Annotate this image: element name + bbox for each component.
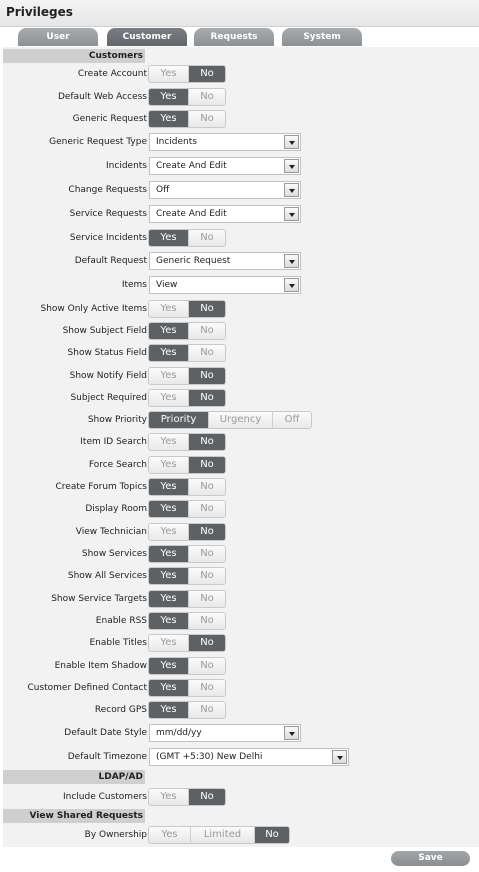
option-no[interactable]: No [189, 568, 225, 584]
row-force-search [3, 454, 479, 476]
option-yes[interactable]: Yes [149, 345, 189, 361]
item-id-search-toggle [148, 433, 226, 451]
option-yes[interactable]: Yes [149, 323, 189, 339]
option-no[interactable]: No [189, 501, 225, 517]
row-default-date-style [3, 722, 479, 744]
tab-system[interactable]: System [282, 28, 362, 46]
option-yes[interactable]: Yes [149, 479, 189, 495]
row-customer-defined-contact [3, 677, 479, 699]
enable-rss-toggle [148, 612, 226, 630]
option-no[interactable]: No [189, 789, 225, 805]
option-yes[interactable]: Yes [149, 66, 189, 82]
option-no[interactable]: No [189, 546, 225, 562]
show-services-toggle [148, 545, 226, 563]
option-no[interactable]: No [189, 434, 225, 450]
record-gps-toggle [148, 701, 226, 719]
option-yes[interactable]: Yes [149, 568, 189, 584]
label-enable-rss: Enable RSS [95, 616, 147, 626]
display-room-toggle [148, 500, 226, 518]
option-no[interactable]: No [189, 479, 225, 495]
label-show-status-field: Show Status Field [67, 348, 147, 358]
select-value: (GMT +5:30) New Delhi [156, 752, 263, 762]
option-priority[interactable]: Priority [149, 412, 209, 428]
row-service-requests [3, 203, 479, 225]
option-yes[interactable]: Yes [149, 368, 189, 384]
customer-defined-contact-toggle [148, 679, 226, 697]
section-ldap: LDAP/AD [3, 770, 145, 784]
label-default-request: Default Request [74, 256, 147, 266]
option-no[interactable]: No [189, 230, 225, 246]
show-status-field-toggle [148, 344, 226, 362]
option-yes[interactable]: Yes [149, 591, 189, 607]
row-default-timezone [3, 746, 479, 768]
tab-user[interactable]: User [18, 28, 98, 46]
row-show-services [3, 543, 479, 565]
row-enable-item-shadow [3, 655, 479, 677]
row-show-notify-field [3, 365, 479, 387]
row-enable-rss [3, 610, 479, 632]
row-record-gps [3, 699, 479, 721]
label-show-all-services: Show All Services [67, 571, 147, 581]
option-no[interactable]: No [189, 457, 225, 473]
option-yes[interactable]: Yes [149, 680, 189, 696]
option-yes[interactable]: Yes [149, 457, 189, 473]
option-yes[interactable]: Yes [149, 501, 189, 517]
row-incidents [3, 155, 479, 177]
option-no[interactable]: No [189, 658, 225, 674]
generic-request-type-select[interactable] [149, 133, 301, 151]
enable-titles-toggle [148, 634, 226, 652]
option-no[interactable]: No [255, 827, 289, 843]
subject-required-toggle [148, 389, 226, 407]
option-no[interactable]: No [189, 680, 225, 696]
save-button[interactable]: Save [391, 851, 470, 866]
row-default-web-access [3, 86, 479, 108]
chevron-down-icon[interactable] [284, 159, 299, 173]
option-yes[interactable]: Yes [149, 827, 191, 843]
tab-bar [0, 27, 479, 47]
label-items: Items [121, 280, 147, 290]
label-service-incidents: Service Incidents [69, 233, 147, 243]
option-yes[interactable]: Yes [149, 434, 189, 450]
chevron-down-icon[interactable] [284, 135, 299, 149]
option-no[interactable]: No [189, 390, 225, 406]
row-include-customers [3, 786, 479, 808]
label-include-customers: Include Customers [62, 792, 147, 802]
label-generic-request: Generic Request [72, 114, 147, 124]
row-default-request [3, 250, 479, 272]
label-enable-item-shadow: Enable Item Shadow [54, 661, 147, 671]
label-default-timezone: Default Timezone [67, 752, 147, 762]
show-all-services-toggle [148, 567, 226, 585]
show-subject-field-toggle [148, 322, 226, 340]
create-account-toggle [148, 65, 226, 83]
option-no[interactable]: No [189, 89, 225, 105]
option-yes[interactable]: Yes [149, 702, 189, 718]
label-show-services: Show Services [81, 549, 147, 559]
select-value: Generic Request [156, 256, 231, 266]
enable-item-shadow-toggle [148, 657, 226, 675]
option-yes[interactable]: Yes [149, 524, 189, 540]
row-items [3, 274, 479, 296]
label-change-requests: Change Requests [68, 185, 147, 195]
tab-requests[interactable]: Requests [194, 28, 274, 46]
service-requests-select[interactable] [149, 205, 301, 223]
service-incidents-toggle [148, 229, 226, 247]
by-ownership-toggle [148, 826, 290, 844]
chevron-down-icon[interactable] [284, 183, 299, 197]
row-create-account [3, 63, 479, 85]
row-show-only-active-items [3, 298, 479, 320]
tab-customer[interactable]: Customer [107, 28, 187, 46]
label-default-web-access: Default Web Access [57, 92, 147, 102]
option-no[interactable]: No [189, 613, 225, 629]
label-show-only-active-items: Show Only Active Items [40, 304, 147, 314]
change-requests-select[interactable] [149, 181, 301, 199]
row-show-all-services [3, 565, 479, 587]
label-incidents: Incidents [106, 161, 147, 171]
show-notify-field-toggle [148, 367, 226, 385]
panel-title: Privileges [6, 5, 73, 19]
label-force-search: Force Search [88, 460, 147, 470]
label-by-ownership: By Ownership [84, 830, 147, 840]
section-customers: Customers [3, 49, 145, 63]
option-no[interactable]: No [189, 702, 225, 718]
option-urgency[interactable]: Urgency [209, 412, 273, 428]
select-value: Off [156, 185, 170, 195]
option-no[interactable]: No [189, 345, 225, 361]
row-enable-titles [3, 632, 479, 654]
show-priority-toggle [148, 411, 312, 429]
label-show-subject-field: Show Subject Field [62, 326, 147, 336]
force-search-toggle [148, 456, 226, 474]
show-only-active-items-toggle [148, 300, 226, 318]
row-generic-request-type [3, 131, 479, 153]
option-no[interactable]: No [189, 591, 225, 607]
select-value: mm/dd/yy [156, 728, 202, 738]
option-yes[interactable]: Yes [149, 789, 189, 805]
label-show-priority: Show Priority [87, 415, 147, 425]
option-no[interactable]: No [189, 111, 225, 127]
include-customers-toggle [148, 788, 226, 806]
option-off[interactable]: Off [273, 412, 311, 428]
row-create-forum-topics [3, 476, 479, 498]
generic-request-toggle [148, 110, 226, 128]
option-no[interactable]: No [189, 524, 225, 540]
option-no[interactable]: No [189, 323, 225, 339]
row-item-id-search [3, 431, 479, 453]
row-by-ownership [3, 824, 479, 846]
items-select[interactable] [149, 276, 301, 294]
chevron-down-icon[interactable] [284, 254, 299, 268]
row-show-service-targets [3, 588, 479, 610]
option-yes[interactable]: Yes [149, 613, 189, 629]
label-generic-request-type: Generic Request Type [49, 137, 147, 147]
option-no[interactable]: No [189, 635, 225, 651]
option-limited[interactable]: Limited [191, 827, 255, 843]
privileges-form [3, 47, 479, 847]
default-request-select[interactable] [149, 252, 301, 270]
select-value: Incidents [156, 137, 197, 147]
row-generic-request [3, 108, 479, 130]
label-record-gps: Record GPS [94, 705, 147, 715]
select-value: Create And Edit [156, 209, 227, 219]
option-yes[interactable]: Yes [149, 111, 189, 127]
incidents-select[interactable] [149, 157, 301, 175]
select-value: View [156, 280, 178, 290]
row-show-priority [3, 409, 479, 431]
option-yes[interactable]: Yes [149, 390, 189, 406]
label-customer-defined-contact: Customer Defined Contact [27, 683, 147, 693]
label-service-requests: Service Requests [69, 209, 147, 219]
row-subject-required [3, 387, 479, 409]
section-view-shared-requests: View Shared Requests [3, 809, 145, 823]
option-yes[interactable]: Yes [149, 546, 189, 562]
option-no[interactable]: No [189, 66, 225, 82]
label-subject-required: Subject Required [70, 393, 147, 403]
chevron-down-icon[interactable] [332, 750, 347, 764]
option-no[interactable]: No [189, 301, 225, 317]
option-yes[interactable]: Yes [149, 635, 189, 651]
label-create-account: Create Account [77, 69, 147, 79]
row-show-status-field [3, 342, 479, 364]
chevron-down-icon[interactable] [284, 278, 299, 292]
row-display-room [3, 498, 479, 520]
panel-header [0, 0, 479, 27]
label-display-room: Display Room [85, 504, 147, 514]
label-show-service-targets: Show Service Targets [51, 594, 147, 604]
chevron-down-icon[interactable] [284, 207, 299, 221]
label-item-id-search: Item ID Search [80, 437, 147, 447]
row-view-technician [3, 521, 479, 543]
create-forum-topics-toggle [148, 478, 226, 496]
default-date-style-select[interactable] [149, 724, 301, 742]
view-technician-toggle [148, 523, 226, 541]
row-change-requests [3, 179, 479, 201]
row-show-subject-field [3, 320, 479, 342]
chevron-down-icon[interactable] [284, 726, 299, 740]
label-show-notify-field: Show Notify Field [69, 371, 147, 381]
select-value: Create And Edit [156, 161, 227, 171]
option-yes[interactable]: Yes [149, 658, 189, 674]
label-enable-titles: Enable Titles [89, 638, 147, 648]
label-create-forum-topics: Create Forum Topics [55, 482, 147, 492]
option-yes[interactable]: Yes [149, 301, 189, 317]
label-view-technician: View Technician [75, 527, 147, 537]
label-default-date-style: Default Date Style [64, 728, 147, 738]
option-no[interactable]: No [189, 368, 225, 384]
option-yes[interactable]: Yes [149, 230, 189, 246]
option-yes[interactable]: Yes [149, 89, 189, 105]
default-web-access-toggle [148, 88, 226, 106]
default-timezone-select[interactable] [149, 748, 349, 766]
row-service-incidents [3, 227, 479, 249]
show-service-targets-toggle [148, 590, 226, 608]
